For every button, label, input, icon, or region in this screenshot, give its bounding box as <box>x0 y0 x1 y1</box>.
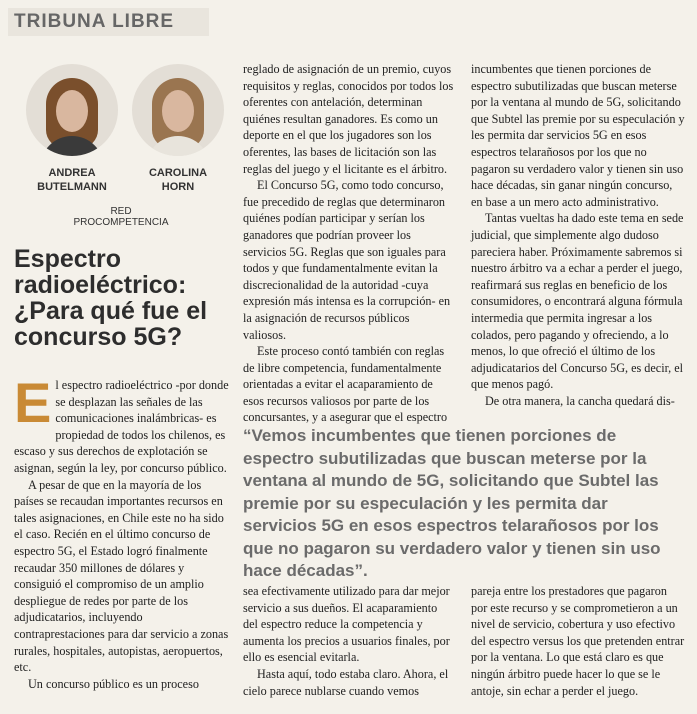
paragraph: reglado de asignación de un premio, cuyos requisitos y reglas, conocidos por todos los oferentes con antelación, determinan quiénes resultan ganadores. Es como un deporte en el que los jugadores son los oferentes, las bases de licitación son las reglas del juego y el licitante es el árbitro. <box>243 62 454 176</box>
headline: Espectro radioeléctrico: ¿Para qué fue el concurso 5G? <box>14 245 208 351</box>
paragraph: De otra manera, la cancha quedará dis- <box>485 393 675 408</box>
author-photo <box>26 64 118 156</box>
paragraph: Un concurso público es un proceso <box>28 676 199 691</box>
drop-cap: E <box>14 371 52 434</box>
pull-quote: “Vemos incumbentes que tienen porciones de espectro subutilizadas que buscan meterse por la ventana al mundo de 5G, solicitando que Subtel las premie por su especulación y les permita dar servicios 5G en esos espectros telarañosos por los que no pagaron su verdadero valor y tienen sin uso hace décadas”. <box>243 426 661 580</box>
author-name: ANDREA BUTELMANN <box>37 167 107 193</box>
paragraph: Tantas vueltas ha dado este tema en sede judicial, que simplemente algo dudoso pareciera haber. Próximamente sabremos si nuestro árbitro va a echar a perder el juego, reafirmará sus reglas en beneficio de los consumidores, o encontrará alguna fórmula intermedia que permita ingresar a los colados, pero pagando y ofreciendo, a lo menos, lo que ofreció el último de los adjudicatarios del Concurso 5G, es decir, el que menos pagó. <box>471 211 684 392</box>
paragraph: l espectro radioeléctrico -por donde se desplazan las señales de las comunicaciones inalámbricas- es propiedad de todos los chilenos, es escaso y sus derechos de explotación se asignan, según la ley, por concurso público. <box>14 378 229 475</box>
author-photo <box>132 64 224 156</box>
organization-label: RED PROCOMPETENCIA <box>73 206 169 228</box>
paragraph: pareja entre los prestadores que pagaron por este recurso y se comprometieron a un nivel de servicio, cobertura y uso efectivo del espectro versus los que pretenden entrar por la ventana. Lo que está claro es que ningún árbitro puede hacer lo que se le antoje, sin echar a perder el juego. <box>471 584 685 698</box>
author-andrea <box>20 64 124 194</box>
article-column-5 <box>471 583 685 699</box>
author-carolina <box>128 64 228 194</box>
paragraph: Hasta aquí, todo estaba claro. Ahora, el cielo parece nublarse cuando vemos <box>243 666 449 698</box>
paragraph: sea efectivamente utilizado para dar mejor servicio a sus dueños. El acaparamiento del espectro reduce la competencia y aumenta los precios a usuarios finales, por ello es esencial evitarla. <box>243 584 450 665</box>
paragraph: A pesar de que en la mayoría de los países se recaudan importantes recursos en tales asignaciones, en Chile este no ha sido el caso. Recién en el último concurso de espectro 5G, el Estado logró finalmente recaudar 350 millones de dólares y consiguió el compromiso de un amplio despliegue de redes por parte de los adjudicatarios, incluyendo contraprestaciones para dar servicio a zonas rurales, hospitales, autopistas, aeropuertos, etc. <box>14 477 229 675</box>
article-column-4 <box>243 583 454 699</box>
author-name: CAROLINA HORN <box>148 167 208 193</box>
article-column-1 <box>14 371 234 692</box>
paragraph: El Concurso 5G, como todo concurso, fue precedido de reglas que determinaron quiénes podían participar y serían los ganadores que podrían proveer los servicios 5G. Reglas que son iguales para todos y que fundamentalmente evitan la discrecionalidad de la autoridad -cuya expresión más intensa es la corrupción- en la asignación de recursos públicos valiosos. <box>243 178 451 342</box>
paragraph: Este proceso contó también con reglas de libre competencia, fundamentalmente orientadas a evitar el acaparamiento de esos recursos valiosos por parte de los concursantes, y a asegurar que el espectro <box>243 344 448 425</box>
section-label: TRIBUNA LIBRE <box>14 11 175 32</box>
article-column-3 <box>471 61 685 409</box>
article-column-2 <box>243 61 454 426</box>
paragraph: incumbentes que tienen porciones de espectro subutilizadas que buscan meterse por la ventana al mundo de 5G, solicitando que Subtel las premie por su especulación y les permita dar servicios 5G en esos espectros telarañosos por los que no pagaron su verdadero valor y tienen sin uso hace décadas, sin ganar ningún concurso, en base a un mero acto administrativo. <box>471 62 685 209</box>
